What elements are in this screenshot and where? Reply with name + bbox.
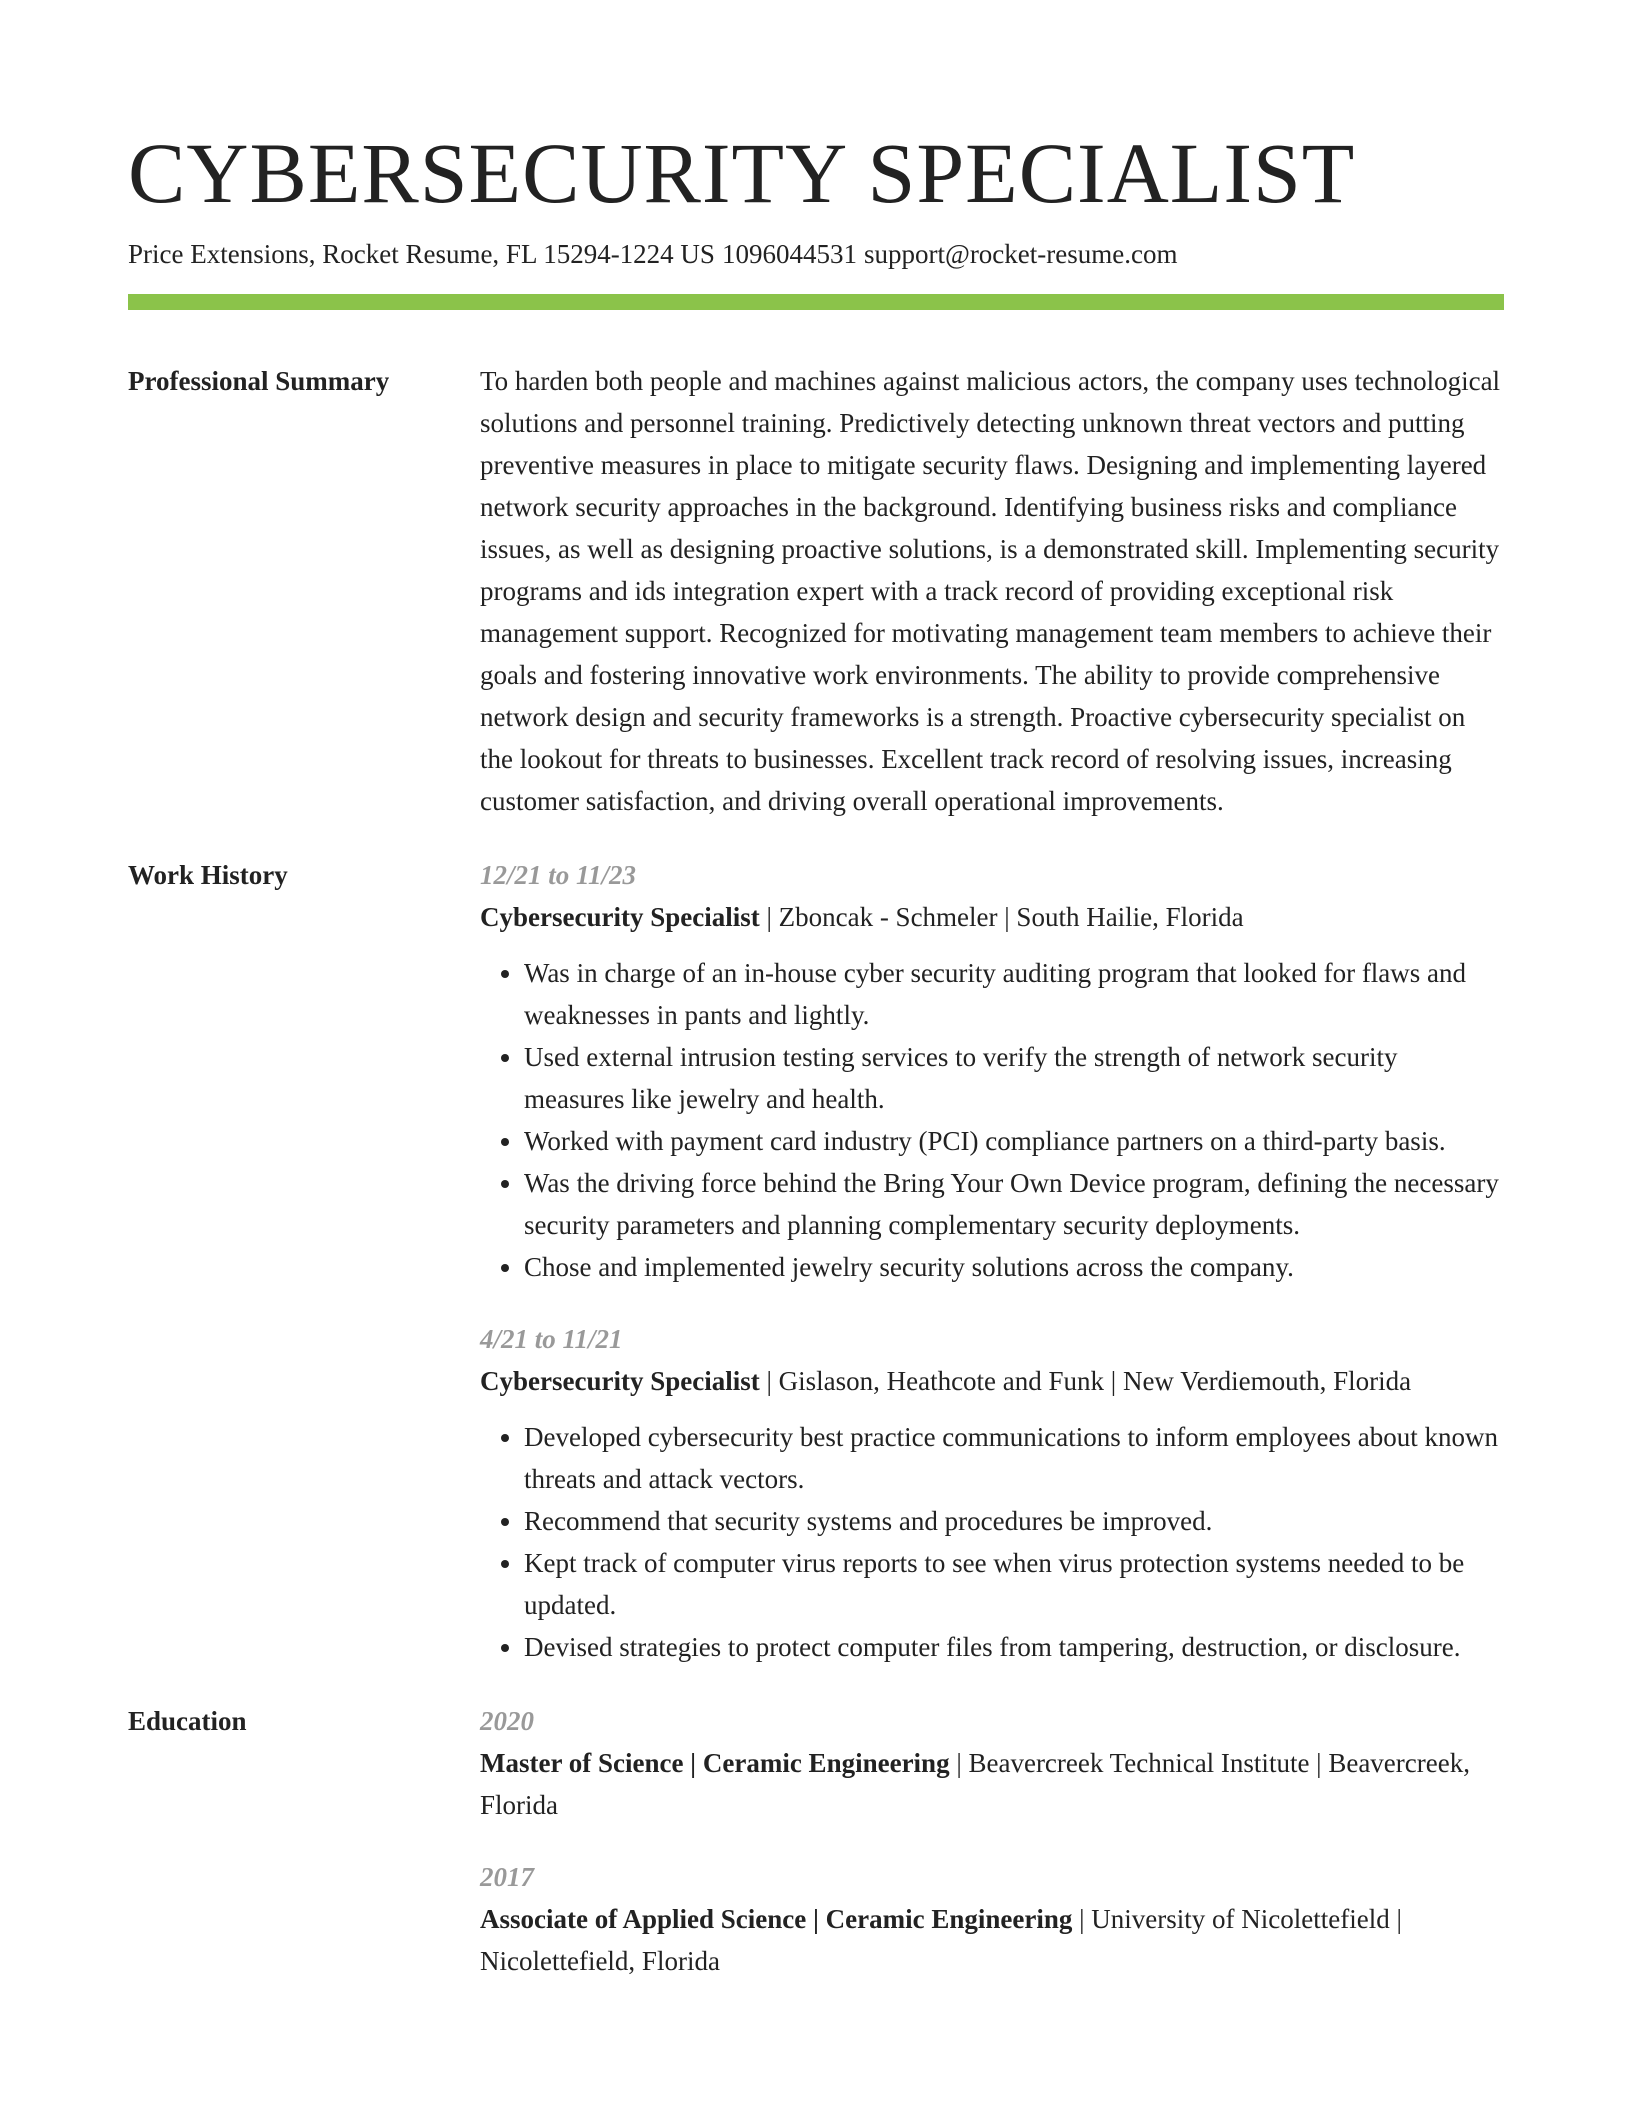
education-entry bbox=[480, 1700, 1504, 1826]
work-history-body bbox=[480, 854, 1504, 1668]
education-heading bbox=[480, 1898, 1504, 1982]
education-body bbox=[480, 1700, 1504, 1982]
summary-body bbox=[480, 360, 1504, 822]
resume-page bbox=[128, 118, 1504, 1982]
education-degree: Master of Science | Ceramic Engineering bbox=[480, 1748, 950, 1778]
job-bullet: • Was the driving force behind the Bring Your Own Device program, defining the necessary security parameters and planning complementary security deployments. bbox=[524, 1162, 1504, 1246]
summary-label: Professional Summary bbox=[128, 366, 390, 396]
education-details: | Beavercreek Technical Institute | Beavercreek, Florida bbox=[480, 1748, 1470, 1820]
job-heading bbox=[480, 1360, 1504, 1402]
job-bullet: • Developed cybersecurity best practice communications to inform employees about known threats and attack vectors. bbox=[524, 1416, 1504, 1500]
job-dates: 12/21 to 11/23 bbox=[480, 860, 637, 890]
job-heading bbox=[480, 896, 1504, 938]
job-bullet: • Kept track of computer virus reports to see when virus protection systems needed to be updated. bbox=[524, 1542, 1504, 1626]
contact-address: Price Extensions, Rocket Resume, FL 15294-1224 US bbox=[128, 239, 715, 269]
education-label: Education bbox=[128, 1706, 247, 1736]
work-history-section bbox=[128, 854, 1504, 1668]
work-history-label: Work History bbox=[128, 860, 288, 890]
job-title: Cybersecurity Specialist bbox=[480, 1366, 760, 1396]
contact-email: support@rocket-resume.com bbox=[863, 239, 1178, 269]
job-dates: 4/21 to 11/21 bbox=[480, 1324, 623, 1354]
job-title: Cybersecurity Specialist bbox=[480, 902, 760, 932]
contact-line bbox=[128, 236, 1504, 272]
job-bullet: • Used external intrusion testing services to verify the strength of network security measures like jewelry and health. bbox=[524, 1036, 1504, 1120]
job-entry bbox=[480, 854, 1504, 1288]
job-bullet: • Worked with payment card industry (PCI) compliance partners on a third-party basis. bbox=[524, 1120, 1504, 1162]
education-section bbox=[128, 1700, 1504, 1982]
education-heading bbox=[480, 1742, 1504, 1826]
job-bullet: • Devised strategies to protect computer files from tampering, destruction, or disclosure. bbox=[524, 1626, 1504, 1668]
summary-text: To harden both people and machines against malicious actors, the company uses technological solutions and personnel training. Predictively detecting unknown threat vectors and putting preventive measures in place to mitigate security flaws. Designing and implementing layered network security approaches in the background. Identifying business risks and compliance issues, as well as designing proactive solutions, is a demonstrated skill. Implementing security programs and ids integration expert with a track record of providing exceptional risk management support. Recognized for motivating management team members to achieve their goals and fostering innovative work environments. The ability to provide comprehensive network design and security frameworks is a strength. Proactive cybersecurity specialist on the lookout for threats to businesses. Excellent track record of resolving issues, increasing customer satisfaction, and driving overall operational improvements. bbox=[480, 366, 1501, 816]
job-bullets bbox=[480, 1416, 1504, 1668]
contact-phone: 1096044531 bbox=[721, 239, 857, 269]
education-details: | University of Nicolettefield | Nicolettefield, Florida bbox=[480, 1904, 1402, 1976]
education-year: 2020 bbox=[480, 1706, 534, 1736]
job-bullets bbox=[480, 952, 1504, 1288]
job-details: | Gislason, Heathcote and Funk | New Verdiemouth, Florida bbox=[759, 1366, 1412, 1396]
job-entry bbox=[480, 1318, 1504, 1668]
job-bullet: • Was in charge of an in-house cyber security auditing program that looked for flaws and weaknesses in pants and lightly. bbox=[524, 952, 1504, 1036]
summary-section bbox=[128, 360, 1504, 822]
resume-name-heading: CYBERSECURITY SPECIALIST bbox=[128, 125, 1356, 221]
education-entry bbox=[480, 1856, 1504, 1982]
job-details: | Zboncak - Schmeler | South Hailie, Florida bbox=[759, 902, 1244, 932]
job-bullet: • Recommend that security systems and procedures be improved. bbox=[524, 1500, 1504, 1542]
header-divider bbox=[128, 294, 1504, 310]
education-degree: Associate of Applied Science | Ceramic Engineering bbox=[480, 1904, 1073, 1934]
job-bullet: • Chose and implemented jewelry security solutions across the company. bbox=[524, 1246, 1504, 1288]
education-year: 2017 bbox=[480, 1862, 534, 1892]
